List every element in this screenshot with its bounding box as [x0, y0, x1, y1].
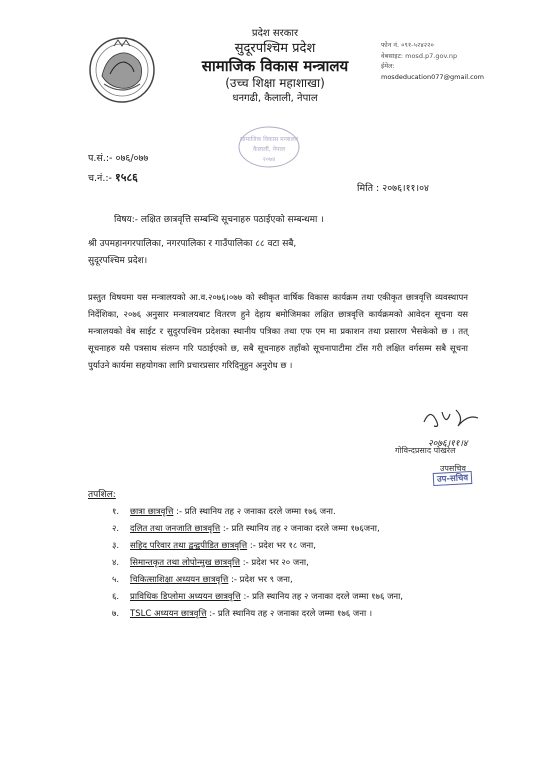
scholarship-name: सहिद परिवार तथा द्वन्द्वपीडित छात्रवृत्ति: [130, 541, 248, 551]
scholarship-detail: :- प्रति स्थानिय तह २ जनाका दरले जम्मा १७६जना,: [222, 524, 380, 534]
designation-stamp: उप-सचिव: [433, 471, 473, 486]
email-address: mosdeducation077@gmail.com: [381, 73, 484, 82]
scholarship-name: छात्रा छात्रवृत्ति: [130, 507, 174, 517]
letterhead: [170, 28, 380, 105]
scholarship-name: प्राविधिक डिप्लोमा अध्ययन छात्रवृत्ति: [130, 592, 241, 602]
scholarship-list: [112, 504, 482, 623]
office-stamp: [237, 124, 301, 170]
letter-body: प्रस्तुत विषयमा यस मन्त्रालयको आ.व.२०७६।०७७ को स्वीकृत वार्षिक विकास कार्यक्रम तथा एकीकृत छात्रवृत्ति व्यवस्थापन निर्देशिका, २०७६ अनुसार मन्त्रालयबाट वितरण हुने देहाय बमोजिमका लक्षित छात्रवृत्ति कार्यक्रमको आवेदन सूचना यस मन्त्रालयको वेब साईट र सुदुरपश्चिम प्रदेशका स्थानीय पत्रिका तथा एफ एम मा प्रकाशन तथा प्रसारण भैसकेको छ । तत् सूचनाहरु यसै पत्रसाथ संलग्न गरि पठाईएको छ, सबै सूचनाहरु तहाँको सूचनापाटीमा टाँस गरी लक्षित वर्गसम्म सबै सूचना पुर्याउने कार्यमा सहयोगका लागि प्रचारप्रसार गरिदिनुहुन अनुरोध छ ।: [88, 293, 468, 371]
reference-block: [88, 150, 148, 189]
letter-number-row: [88, 150, 148, 168]
list-item: ५. चिकित्साशिक्षा अध्ययन छात्रवृत्ति :- प्रदेश भर ९ जना,: [112, 575, 293, 585]
ps-label: प.सं.:-: [88, 153, 113, 164]
list-item: १. छात्रा छात्रवृत्ति :- प्रति स्थानिय तह २ जनाका दरले जम्मा १७६ जना.: [112, 507, 336, 517]
scholarship-detail: :- प्रति स्थानिय तह २ जनाका दरले जम्मा १७६ जना,: [243, 592, 403, 602]
stamp-line1: सामाजिक विकास मन्त्रालय: [239, 136, 299, 143]
list-item: ३. सहिद परिवार तथा द्वन्द्वपीडित छात्रवृत्ति :- प्रदेश भर १८ जना,: [112, 541, 316, 551]
contact-info: [381, 40, 484, 83]
letter-date: मिति : २०७६।११।०४: [357, 183, 429, 194]
division-name: (उच्च शिक्षा महाशाखा): [225, 75, 325, 90]
cn-label: च.नं.:-: [88, 173, 112, 185]
list-item: ७. TSLC अध्ययन छात्रवृत्ति :- प्रति स्थानिय तह २ जनाका दरले जम्मा १७६ जना ।: [112, 609, 373, 619]
government-level: प्रदेश सरकार: [251, 28, 299, 39]
recipient-line2: सुदूरपश्चिम प्रदेश।: [88, 255, 148, 266]
signatory-name: गोविन्दप्रसाद पोखरेल: [395, 446, 456, 455]
scholarship-name: TSLC अध्ययन छात्रवृत्ति: [130, 609, 207, 619]
government-emblem-icon: [88, 36, 156, 104]
stamp-line3: २०७४: [262, 156, 276, 163]
ps-value: ०७६/०७७: [115, 153, 149, 164]
scholarship-name: दलित तथा जनजाति छात्रवृत्ति: [130, 524, 221, 534]
list-item: ६. प्राविधिक डिप्लोमा अध्ययन छात्रवृत्ति :- प्रति स्थानिय तह २ जनाका दरले जम्मा १७६ जना,: [112, 592, 403, 602]
recipient-address: [88, 236, 296, 269]
office-location: धनगढी, कैलाली, नेपाल: [232, 92, 318, 104]
stamp-line2: कैलाली, नेपाल: [252, 146, 286, 153]
list-item: ४. सिमान्तकृत तथा लोपोन्मुख छात्रवृत्ति :- प्रदेश भर २० जना,: [112, 558, 309, 568]
signature-date: २०७६।११।४: [428, 439, 468, 449]
signatory-title: उपसचिव: [440, 464, 466, 473]
province-name: सुदूरपश्चिम प्रदेश: [234, 40, 316, 56]
cn-value: १५८६: [115, 171, 138, 185]
scholarship-detail: :- प्रदेश भर ९ जना,: [231, 575, 293, 585]
scholarship-detail: :- प्रदेश भर २० जना,: [242, 558, 309, 568]
phone-number: फोन नं. ०९१-५२४२२०: [381, 41, 434, 49]
scholarship-detail: :- प्रदेश भर १८ जना,: [249, 541, 316, 551]
scholarship-detail: :- प्रति स्थानिय तह २ जनाका दरले जम्मा १७६ जना.: [176, 507, 336, 517]
letter-subject: विषय:- लक्षित छात्रवृत्ति सम्बन्धि सूचनाहरु पठाईएको सम्बन्धमा ।: [114, 215, 324, 225]
website: वेबसाइट: mosd.p7.gov.np: [381, 51, 458, 60]
scholarship-name: सिमान्तकृत तथा लोपोन्मुख छात्रवृत्ति: [130, 558, 241, 568]
email-label: ईमेल:: [381, 62, 395, 71]
dispatch-number-row: [88, 168, 148, 189]
scholarship-name: चिकित्साशिक्षा अध्ययन छात्रवृत्ति: [130, 575, 229, 585]
ministry-name: सामाजिक विकास मन्त्रालय: [201, 56, 349, 75]
scholarship-detail: :- प्रति स्थानिय तह २ जनाका दरले जम्मा १७६ जना ।: [209, 609, 373, 619]
recipient-line1: श्री उपमहानगरपालिका, नगरपालिका र गाउँपालिका ८८ वटा सबै,: [88, 239, 297, 249]
list-item: २. दलित तथा जनजाति छात्रवृत्ति :- प्रति स्थानिय तह २ जनाका दरले जम्मा १७६जना,: [112, 524, 380, 534]
details-heading: तपशिल:: [88, 490, 116, 500]
